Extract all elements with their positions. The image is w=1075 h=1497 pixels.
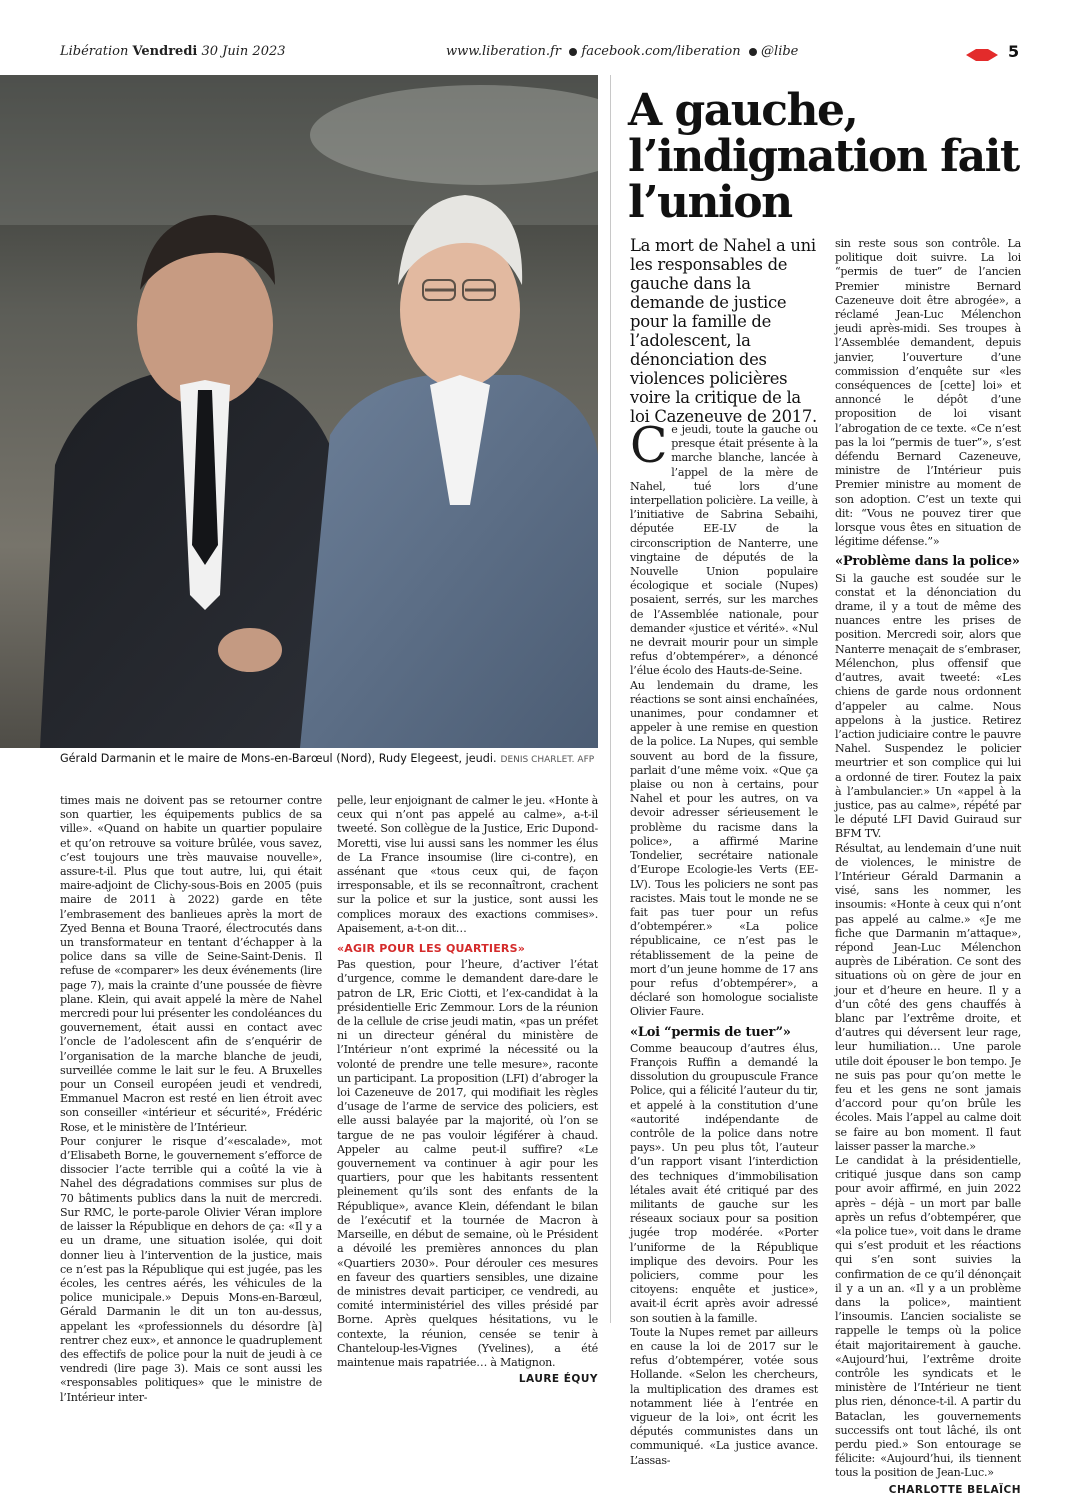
caption-text: Gérald Darmanin et le maire de Mons-en-Barœul (Nord), Rudy Elegeest, jeudi. bbox=[60, 752, 497, 765]
twitter-icon bbox=[749, 48, 757, 56]
twitter-link[interactable]: @libe bbox=[761, 44, 799, 59]
subheading-loi: «Loi “permis de tuer”» bbox=[630, 1024, 791, 1040]
column-a bbox=[60, 794, 322, 1405]
header-masthead bbox=[60, 44, 286, 59]
paragraph: Pas question, pour l’heure, d’activer l’état d’urgence, comme le demandent dare-dare le patron de LR, Eric Ciotti, et l’ex-candidat à la présidentielle Eric Zemmour. Lors de la réunion de la cellule de crise jeudi matin, «pas un préfet ni un directeur général du ministère de l’Intérieur n’ont exprimé la nécessité ou la volonté de prendre une telle mesure», raconte un participant. La proposition (LFI) d’abroger la loi Cazeneuve de 2017, qui modifiait les règles d’usage de l’arme de service des policiers, est elle aussi balayée par la majorité, où l’on se targue de ne pas vouloir légiférer à chaud. Appeler au calme peut-il suffire? «Le gouvernement va continuer à agir pour les quartiers, pour que les habitants ressentent pleinement qu’ils sont des enfants de la République», avance Klein, défendant le bilan de l’exécutif et la tournée de Macron à Marseille, en début de semaine, où le Président a dévoilé les premières annonces du plan «Quartiers 2030». Pour dérouler ces mesures en faveur des quartiers sensibles, une dizaine de ministres devait participer, ce vendredi, au comité interministériel des villes présidé par Borne. Après quelques hésitations, vu le contexte, la réunion, censée se tenir à Chanteloup-les-Vignes (Yvelines), a été maintenue mais rapatriée… à Matignon. bbox=[337, 958, 598, 1369]
paragraph: sin reste sous son contrôle. La politique doit suivre. La loi “permis de tuer” de l’ancien Premier ministre Bernard Cazeneuve doit être abrogée», a réclamé Jean-Luc Mélenchon jeudi après-midi. Ses troupes à l’Assemblée demandent, depuis janvier, l’ouverture d’une commission d’enquête sur «les conséquences de [cette] loi» et annoncé le dépôt d’une proposition de loi visant l’abrogation de ce texte. «Ce n’est pas la loi “permis de tuer”», s’est défendu Bernard Cazeneuve, ministre de l’Intérieur puis Premier ministre au moment de son adoption. C’est un texte qui dit: “Vous ne pouvez tirer que lorsque vous êtes en situation de légitime défense.”» bbox=[835, 237, 1021, 549]
photo-credit: DENIS CHARLET. AFP bbox=[500, 755, 595, 765]
author-signature: LAURE ÉQUY bbox=[518, 1373, 598, 1386]
column-c bbox=[630, 417, 818, 1468]
subheading-probleme: «Problème dans la police» bbox=[835, 554, 1020, 570]
paragraph: Le candidat à la présidentielle, critiqué jusque dans son camp pour avoir affirmé, en juin 2022 après – déjà – un mort par balle après un refus d’obtempérer, que «la police tue», voit dans le drame qui s’est produit et les réactions qui s’en sont suivies la confirmation de ce qu’il dénonçait il y a un an. «Il y a un problème dans la police», maintient l’insoumis. L’ancien socialiste se rappelle le temps où la police était majoritairement à gauche. «Aujourd’hui, l’extrême droite contrôle les syndicats et le ministère de l’Intérieur ne tient plus rien, dénonce-t-il. A partir du Bataclan, les gouvernements successifs ont tout lâché, ils ont perdu pied.» Son entourage se félicite: «Aujourd’hui, ils tiennent tous la position de Jean-Luc.» bbox=[835, 1154, 1021, 1480]
paragraph: times mais ne doivent pas se retourner contre son quartier, les équipements publics de sa ville». «Quand on habite un quartier populaire et qu’on retrouve sa voiture brûlée, vous savez, c’est toujours une très mauvaise nouvelle», assure-t-il. Plus que tout autre, lui, qui était maire-adjoint de Clichy-sous-Bois en 2005 (puis maire de 2011 à 2022) garde en tête l’embrasement des banlieues après la mort de Zyed Benna et Bouna Traoré, électrocutés dans un transformateur en tentant d’échapper à la police dans sa ville de Seine-Saint-Denis. Il refuse de «comparer» les deux événements (lire page 7), mais la crainte d’une poussée de fièvre plane. Klein, qui avait appelé la mère de Nahel mercredi pour lui présenter les condoléances du gouvernement, était aussi en contact avec l’oncle de l’adolescent afin de s’enquérir de l’organisation de la marche blanche de jeudi, surveillée comme le lait sur le feu. A Bruxelles pour un Conseil européen jeudi et vendredi, Emmanuel Macron est resté en lien étroit avec son conseiller «intérieur et sécurité», Frédéric Rose, et le ministère de l’Intérieur. bbox=[60, 794, 322, 1134]
column-divider bbox=[610, 75, 611, 1323]
headline: A gauche, l’indignation fait l’union bbox=[628, 85, 1019, 228]
article-photo bbox=[0, 75, 598, 748]
page-number: 5 bbox=[1008, 42, 1020, 61]
author-signature: CHARLOTTE BELAÏCH bbox=[888, 1483, 1021, 1496]
header-links bbox=[446, 44, 798, 59]
column-b bbox=[337, 794, 598, 1386]
drop-cap: C bbox=[630, 417, 668, 474]
facebook-link[interactable]: facebook.com/liberation bbox=[581, 44, 741, 59]
paragraph: Comme beaucoup d’autres élus, François Ruffin a demandé la dissolution du groupuscule France Police, qui a félicité l’auteur du tir, et appelé à la constitution d’une «autorité indépendante de contrôle de la police dans notre pays». Un peu plus tôt, l’auteur d’un rapport visant l’interdiction des techniques d’immobilisation létales avait été critiqué par des militants de gauche sur les réseaux sociaux pour sa position jugée trop modérée. «Porter l’uniforme de la République implique des devoirs. Pour les policiers, comme pour les citoyens: enquête et justice», avait-il écrit après avoir adressé son soutien à la famille. bbox=[630, 1041, 818, 1325]
paragraph: Résultat, au lendemain d’une nuit de violences, le ministre de l’Intérieur Gérald Darmanin a visé, sans les nommer, les insoumis: «Honte à ceux qui n’ont pas appelé au calme.» «Je me fiche que Darmanin m’attaque», répond Jean-Luc Mélenchon auprès de Libération. Ce sont des situations où on gère de jour en jour et d’heure en heure. Il y a d’un côté des gens chauffés à blanc par l’extrême droite, et d’autres qui déversent leur rage, leur humiliation… Une parole utile doit épouser le bon tempo. Je ne suis pas pour qu’on mette le feu et les gens ne sont jamais d’accord pour qu’on brûle les écoles. Mais l’appel au calme doit se faire au bon moment. Il faut laisser passer la marche.» bbox=[835, 841, 1021, 1153]
paragraph: pelle, leur enjoignant de calmer le jeu. «Honte à ceux qui n’ont pas appelé au calme», a-t-il tweeté. Son collègue de la Justice, Eric Dupond-Moretti, vise lui aussi sans les nommer les élus de La France insoumise (lire ci-contre), en assénant que «tous ceux qui, de façon irresponsable, et ils se reconnaîtront, crachent sur la police et sur la justice, sont aussi les complices moraux des exactions commises». Apaisement, a-t-on dit… bbox=[337, 794, 598, 935]
facebook-icon bbox=[569, 48, 577, 56]
paragraph: Au lendemain du drame, les réactions se sont ainsi enchaînées, unanimes, pour condamner et appeler à une remise en question de la police. La Nupes, qui semble souvent au bord de la fissure, parlait d’une même voix. «Que ça plaise ou non à certains, pour Nahel et pour les autres, on va devoir adresser sérieusement le problème du racisme dans la police», a affirmé Marine Tondelier, secrétaire nationale d’Europe Ecologie-les Verts (EE-LV). Tous les policiers ne sont pas racistes. Mais tout le monde ne se fait pas tuer pour un refus d’obtempérer.» «La police républicaine, ce n’est pas le rétablissement de la peine de mort d’un jeune homme de 17 ans pour refus d’obtempérer», a déclaré son homologue socialiste Olivier Faure. bbox=[630, 678, 818, 1019]
lead-paragraph: La mort de Nahel a uni les responsables de gauche dans la demande de justice pour la famille de l’adolescent, la dénonciation des violences policières voire la critique de la loi Cazeneuve de 2017. bbox=[630, 236, 817, 426]
paragraph: Si la gauche est soudée sur le constat et la dénonciation du drame, il y a tout de même des nuances entre les prises de position. Mercredi soir, alors que Nanterre menaçait de s’embraser, Mélenchon, plus offensif que d’autres, avait tweeté: «Les chiens de garde nous ordonnent d’appeler au calme. Nous appelons à la justice. Retirez l’action judiciaire contre le pauvre Nahel. Suspendez le policier meurtrier et son complice qui lui a ordonné de tirer. Foutez la paix à l’ambulancier.» Un «appel à la justice, pas au calme», répété par le député LFI David Guiraud sur BFM TV. bbox=[835, 571, 1021, 841]
subheading-agir: «AGIR POUR LES QUARTIERS» bbox=[337, 942, 526, 956]
paragraph: Toute la Nupes remet par ailleurs en cause la loi de 2017 sur le refus d’obtempérer, votée sous Hollande. «Selon les chercheurs, la multiplication des drames est notamment liée à l’entrée en vigueur de la loi», ont écrit les députés communistes dans un communiqué. «La justice avance. L’assas- bbox=[630, 1325, 818, 1467]
header-date: 30 Juin 2023 bbox=[201, 44, 286, 59]
photo-caption bbox=[60, 752, 600, 765]
header-day: Vendredi bbox=[132, 44, 198, 59]
website-link[interactable]: www.liberation.fr bbox=[446, 44, 562, 59]
column-d bbox=[835, 237, 1021, 1497]
paragraph: Pour conjurer le risque d’«escalade», mot d’Elisabeth Borne, le gouvernement s’efforce de dissocier l’acte terrible qui a coûté la vie à Nahel des dégradations commises sur plus de 70 bâtiments publics dans la nuit de mercredi. Sur RMC, le porte-parole Olivier Véran implore de laisser la République en dehors de ça: «Il y a eu un drame, une situation isolée, qui doit donner lieu à l’intervention de la justice, mais ce n’est pas la République qui est jugée, pas les écoles, les centres aérés, les véhicules de la police municipale.» Depuis Mons-en-Barœul, Gérald Darmanin le dit un ton au-dessus, appelant les «professionnels du désordre [à] rentrer chez eux», et annonce le quadruplement des effectifs de police pour la nuit de jeudi à ce vendredi (lire page 3). Mais ce sont aussi les «responsables politiques» que le ministre de l’Intérieur inter- bbox=[60, 1134, 322, 1404]
liberation-logo-icon bbox=[966, 46, 998, 58]
newspaper-name: Libération bbox=[60, 44, 129, 59]
paragraph: Ce jeudi, toute la gauche ou presque était présente à la marche blanche, lancée à l’appel de la mère de Nahel, tué lors d’une interpellation policière. La veille, à l’initiative de Sabrina Sebaihi, députée EE-LV de la circonscription de Nanterre, une vingtaine de députés de la Nouvelle Union populaire écologique et sociale (Nupes) posaient, serrés, sur les marches de l’Assemblée nationale, pour demander «justice et vérité». «Nul ne devrait mourir pour un simple refus d’obtempérer», a dénoncé l’élue écolo des Hauts-de-Seine. bbox=[630, 417, 818, 678]
